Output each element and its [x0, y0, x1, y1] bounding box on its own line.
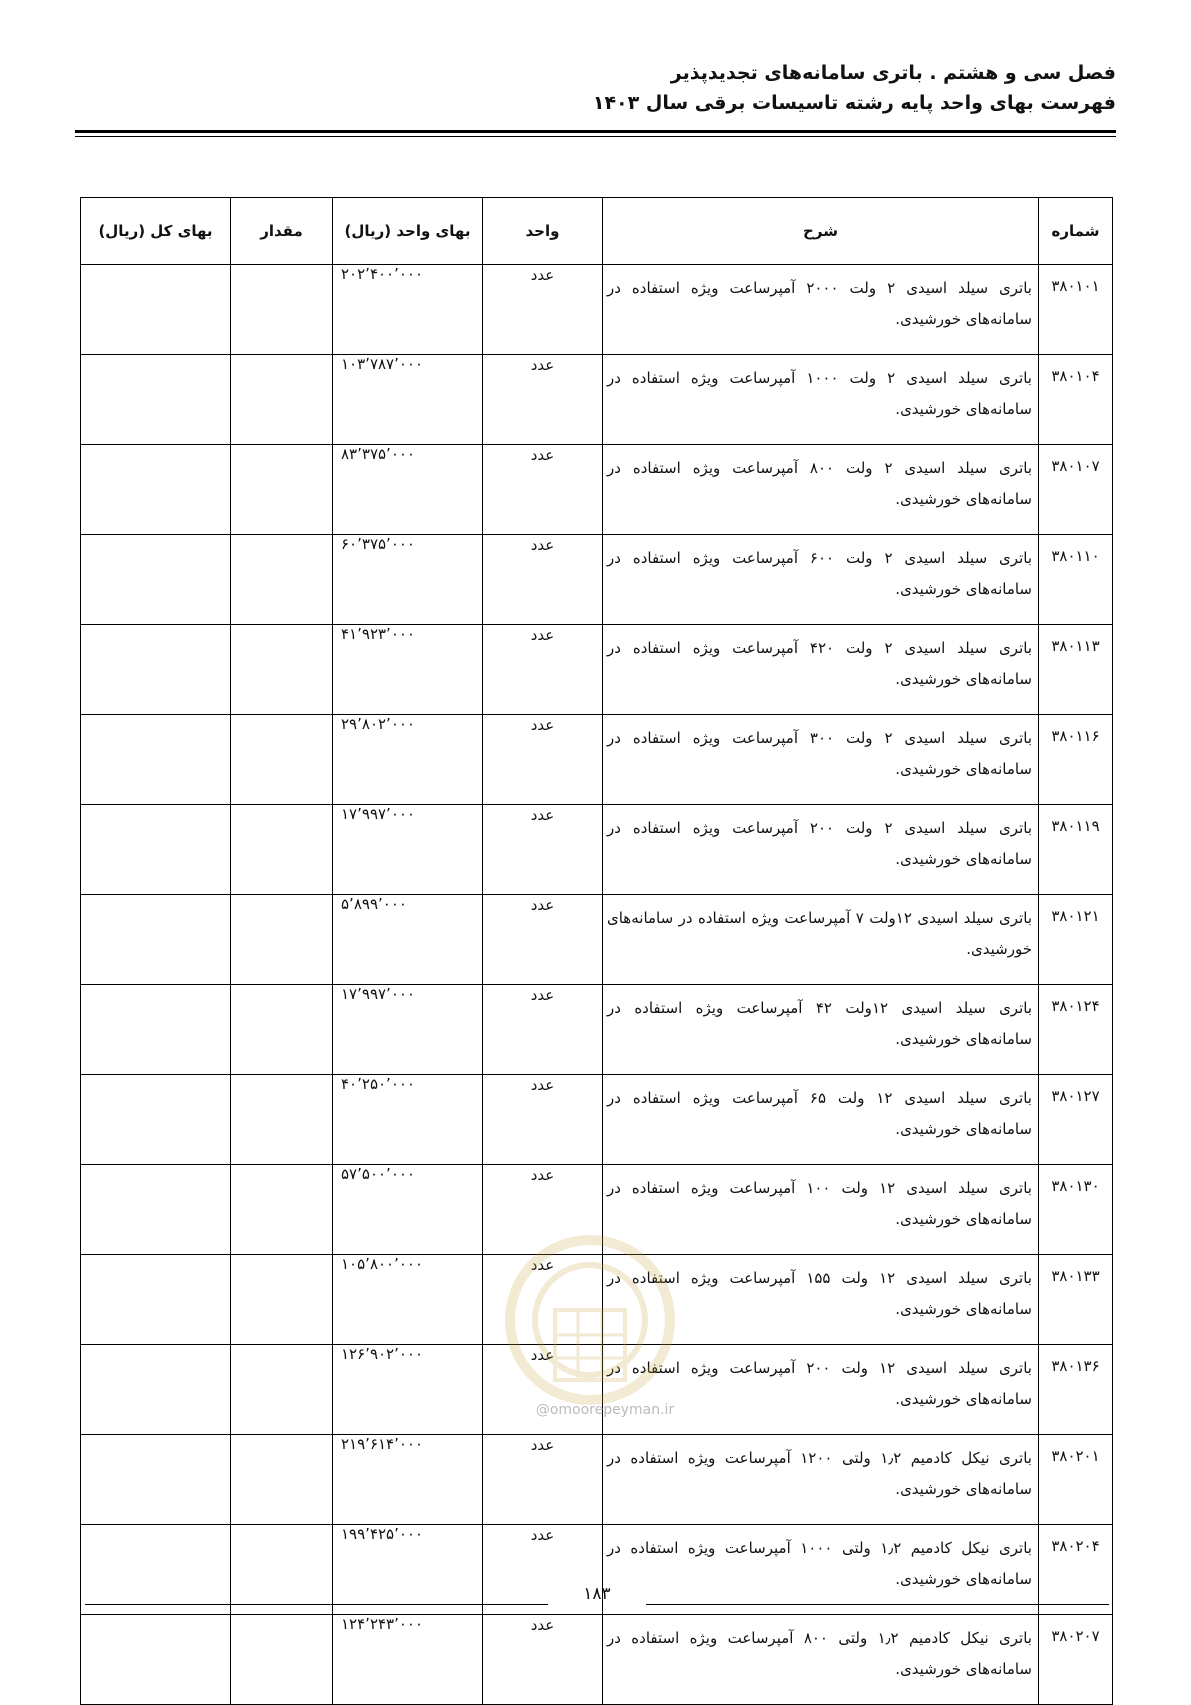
item-unit-price: ۲۰۲٬۴۰۰٬۰۰۰ — [333, 265, 483, 355]
item-total-price — [81, 265, 231, 355]
table-row — [81, 1615, 1113, 1705]
item-total-price — [81, 895, 231, 985]
item-description: باتری سیلد اسیدی ۲ ولت ۲۰۰ آمپرساعت ویژه استفاده در سامانه‌های خورشیدی. — [603, 805, 1039, 895]
item-quantity — [231, 535, 333, 625]
item-number: ۳۸۰۲۰۴ — [1039, 1525, 1113, 1615]
item-total-price — [81, 1345, 231, 1435]
item-unit: عدد — [483, 265, 603, 355]
item-quantity — [231, 1345, 333, 1435]
item-quantity — [231, 1615, 333, 1705]
item-unit: عدد — [483, 355, 603, 445]
item-total-price — [81, 355, 231, 445]
chapter-title: فصل سی و هشتم . باتری سامانه‌های تجدیدپذیر — [670, 62, 1116, 84]
table-row — [81, 1075, 1113, 1165]
item-unit: عدد — [483, 1255, 603, 1345]
table-row — [81, 355, 1113, 445]
item-number: ۳۸۰۱۰۴ — [1039, 355, 1113, 445]
price-table — [80, 197, 1113, 1705]
item-quantity — [231, 1525, 333, 1615]
item-total-price — [81, 625, 231, 715]
item-unit: عدد — [483, 805, 603, 895]
table-row — [81, 445, 1113, 535]
item-total-price — [81, 1075, 231, 1165]
item-total-price — [81, 805, 231, 895]
table-row — [81, 715, 1113, 805]
item-quantity — [231, 1165, 333, 1255]
item-total-price — [81, 1615, 231, 1705]
item-unit: عدد — [483, 1525, 603, 1615]
item-description: باتری سیلد اسیدی ۱۲ولت ۷ آمپرساعت ویژه استفاده در سامانه‌های خورشیدی. — [603, 895, 1039, 985]
item-quantity — [231, 355, 333, 445]
footer-rule-left — [85, 1604, 548, 1605]
item-unit-price: ۶۰٬۳۷۵٬۰۰۰ — [333, 535, 483, 625]
table-row — [81, 625, 1113, 715]
item-number: ۳۸۰۱۰۱ — [1039, 265, 1113, 355]
item-number: ۳۸۰۱۱۳ — [1039, 625, 1113, 715]
item-number: ۳۸۰۱۰۷ — [1039, 445, 1113, 535]
item-unit-price: ۲۹٬۸۰۲٬۰۰۰ — [333, 715, 483, 805]
item-unit: عدد — [483, 985, 603, 1075]
item-unit-price: ۵٬۸۹۹٬۰۰۰ — [333, 895, 483, 985]
item-unit-price: ۵۷٬۵۰۰٬۰۰۰ — [333, 1165, 483, 1255]
item-unit: عدد — [483, 895, 603, 985]
footer-rule-right — [646, 1604, 1109, 1605]
item-number: ۳۸۰۱۱۰ — [1039, 535, 1113, 625]
column-header-unit-price: بهای واحد (ریال) — [333, 198, 483, 265]
item-unit: عدد — [483, 445, 603, 535]
item-unit: عدد — [483, 1075, 603, 1165]
item-unit-price: ۱۲۶٬۹۰۲٬۰۰۰ — [333, 1345, 483, 1435]
item-number: ۳۸۰۱۲۷ — [1039, 1075, 1113, 1165]
item-description: باتری سیلد اسیدی ۱۲ولت ۴۲ آمپرساعت ویژه استفاده در سامانه‌های خورشیدی. — [603, 985, 1039, 1075]
item-unit-price: ۴۰٬۲۵۰٬۰۰۰ — [333, 1075, 483, 1165]
item-description: باتری سیلد اسیدی ۲ ولت ۲۰۰۰ آمپرساعت ویژه استفاده در سامانه‌های خورشیدی. — [603, 265, 1039, 355]
item-quantity — [231, 985, 333, 1075]
item-quantity — [231, 895, 333, 985]
table-row — [81, 985, 1113, 1075]
item-quantity — [231, 1075, 333, 1165]
document-title: فهرست بهای واحد پایه رشته تاسیسات برقی سال ۱۴۰۳ — [592, 92, 1116, 114]
item-unit-price: ۱۹۹٬۴۲۵٬۰۰۰ — [333, 1525, 483, 1615]
item-total-price — [81, 1525, 231, 1615]
item-description: باتری سیلد اسیدی ۲ ولت ۶۰۰ آمپرساعت ویژه استفاده در سامانه‌های خورشیدی. — [603, 535, 1039, 625]
table-row — [81, 895, 1113, 985]
item-unit: عدد — [483, 625, 603, 715]
item-number: ۳۸۰۱۳۳ — [1039, 1255, 1113, 1345]
item-unit-price: ۱۷٬۹۹۷٬۰۰۰ — [333, 805, 483, 895]
item-unit: عدد — [483, 1435, 603, 1525]
item-unit-price: ۱۰۳٬۷۸۷٬۰۰۰ — [333, 355, 483, 445]
item-description: باتری سیلد اسیدی ۲ ولت ۱۰۰۰ آمپرساعت ویژه استفاده در سامانه‌های خورشیدی. — [603, 355, 1039, 445]
item-description: باتری سیلد اسیدی ۱۲ ولت ۲۰۰ آمپرساعت ویژه استفاده در سامانه‌های خورشیدی. — [603, 1345, 1039, 1435]
item-unit-price: ۴۱٬۹۲۳٬۰۰۰ — [333, 625, 483, 715]
column-header-unit: واحد — [483, 198, 603, 265]
item-quantity — [231, 715, 333, 805]
item-total-price — [81, 985, 231, 1075]
page-header — [75, 58, 1116, 118]
table-row — [81, 805, 1113, 895]
item-total-price — [81, 715, 231, 805]
page-number: ۱۸۳ — [583, 1584, 611, 1604]
item-number: ۳۸۰۱۳۰ — [1039, 1165, 1113, 1255]
column-header-quantity: مقدار — [231, 198, 333, 265]
item-number: ۳۸۰۱۱۹ — [1039, 805, 1113, 895]
item-number: ۳۸۰۱۲۴ — [1039, 985, 1113, 1075]
item-description: باتری سیلد اسیدی ۱۲ ولت ۱۵۵ آمپرساعت ویژه استفاده در سامانه‌های خورشیدی. — [603, 1255, 1039, 1345]
item-unit: عدد — [483, 535, 603, 625]
item-total-price — [81, 1165, 231, 1255]
item-total-price — [81, 445, 231, 535]
item-description: باتری سیلد اسیدی ۱۲ ولت ۱۰۰ آمپرساعت ویژه استفاده در سامانه‌های خورشیدی. — [603, 1165, 1039, 1255]
watermark-seal — [500, 1230, 680, 1430]
watermark-text: @omoorepeyman.ir — [535, 1402, 675, 1418]
item-total-price — [81, 1255, 231, 1345]
item-unit: عدد — [483, 1165, 603, 1255]
header-rule-thin — [75, 136, 1116, 137]
table-row — [81, 1435, 1113, 1525]
item-unit-price: ۱۰۵٬۸۰۰٬۰۰۰ — [333, 1255, 483, 1345]
item-unit: عدد — [483, 715, 603, 805]
item-number: ۳۸۰۱۱۶ — [1039, 715, 1113, 805]
column-header-description: شرح — [603, 198, 1039, 265]
item-unit-price: ۲۱۹٬۶۱۴٬۰۰۰ — [333, 1435, 483, 1525]
item-number: ۳۸۰۲۰۱ — [1039, 1435, 1113, 1525]
header-rule-thick — [75, 130, 1116, 133]
table-row — [81, 265, 1113, 355]
table-row — [81, 535, 1113, 625]
item-quantity — [231, 805, 333, 895]
item-unit-price: ۱۷٬۹۹۷٬۰۰۰ — [333, 985, 483, 1075]
item-unit: عدد — [483, 1615, 603, 1705]
table-header-row — [81, 198, 1113, 265]
item-number: ۳۸۰۱۳۶ — [1039, 1345, 1113, 1435]
column-header-number: شماره — [1039, 198, 1113, 265]
item-total-price — [81, 535, 231, 625]
item-unit-price: ۸۳٬۳۷۵٬۰۰۰ — [333, 445, 483, 535]
item-quantity — [231, 445, 333, 535]
item-number: ۳۸۰۱۲۱ — [1039, 895, 1113, 985]
item-unit-price: ۱۲۴٬۲۴۳٬۰۰۰ — [333, 1615, 483, 1705]
item-description: باتری سیلد اسیدی ۲ ولت ۴۲۰ آمپرساعت ویژه استفاده در سامانه‌های خورشیدی. — [603, 625, 1039, 715]
item-description: باتری نیکل کادمیم ۱٫۲ ولتی ۸۰۰ آمپرساعت ویژه استفاده در سامانه‌های خورشیدی. — [603, 1615, 1039, 1705]
item-unit: عدد — [483, 1345, 603, 1435]
item-quantity — [231, 625, 333, 715]
item-number: ۳۸۰۲۰۷ — [1039, 1615, 1113, 1705]
item-description: باتری نیکل کادمیم ۱٫۲ ولتی ۱۰۰۰ آمپرساعت ویژه استفاده در سامانه‌های خورشیدی. — [603, 1525, 1039, 1615]
item-description: باتری نیکل کادمیم ۱٫۲ ولتی ۱۲۰۰ آمپرساعت ویژه استفاده در سامانه‌های خورشیدی. — [603, 1435, 1039, 1525]
item-description: باتری سیلد اسیدی ۲ ولت ۳۰۰ آمپرساعت ویژه استفاده در سامانه‌های خورشیدی. — [603, 715, 1039, 805]
item-quantity — [231, 1255, 333, 1345]
item-quantity — [231, 1435, 333, 1525]
item-total-price — [81, 1435, 231, 1525]
item-description: باتری سیلد اسیدی ۲ ولت ۸۰۰ آمپرساعت ویژه استفاده در سامانه‌های خورشیدی. — [603, 445, 1039, 535]
item-description: باتری سیلد اسیدی ۱۲ ولت ۶۵ آمپرساعت ویژه استفاده در سامانه‌های خورشیدی. — [603, 1075, 1039, 1165]
item-quantity — [231, 265, 333, 355]
column-header-total-price: بهای کل (ریال) — [81, 198, 231, 265]
